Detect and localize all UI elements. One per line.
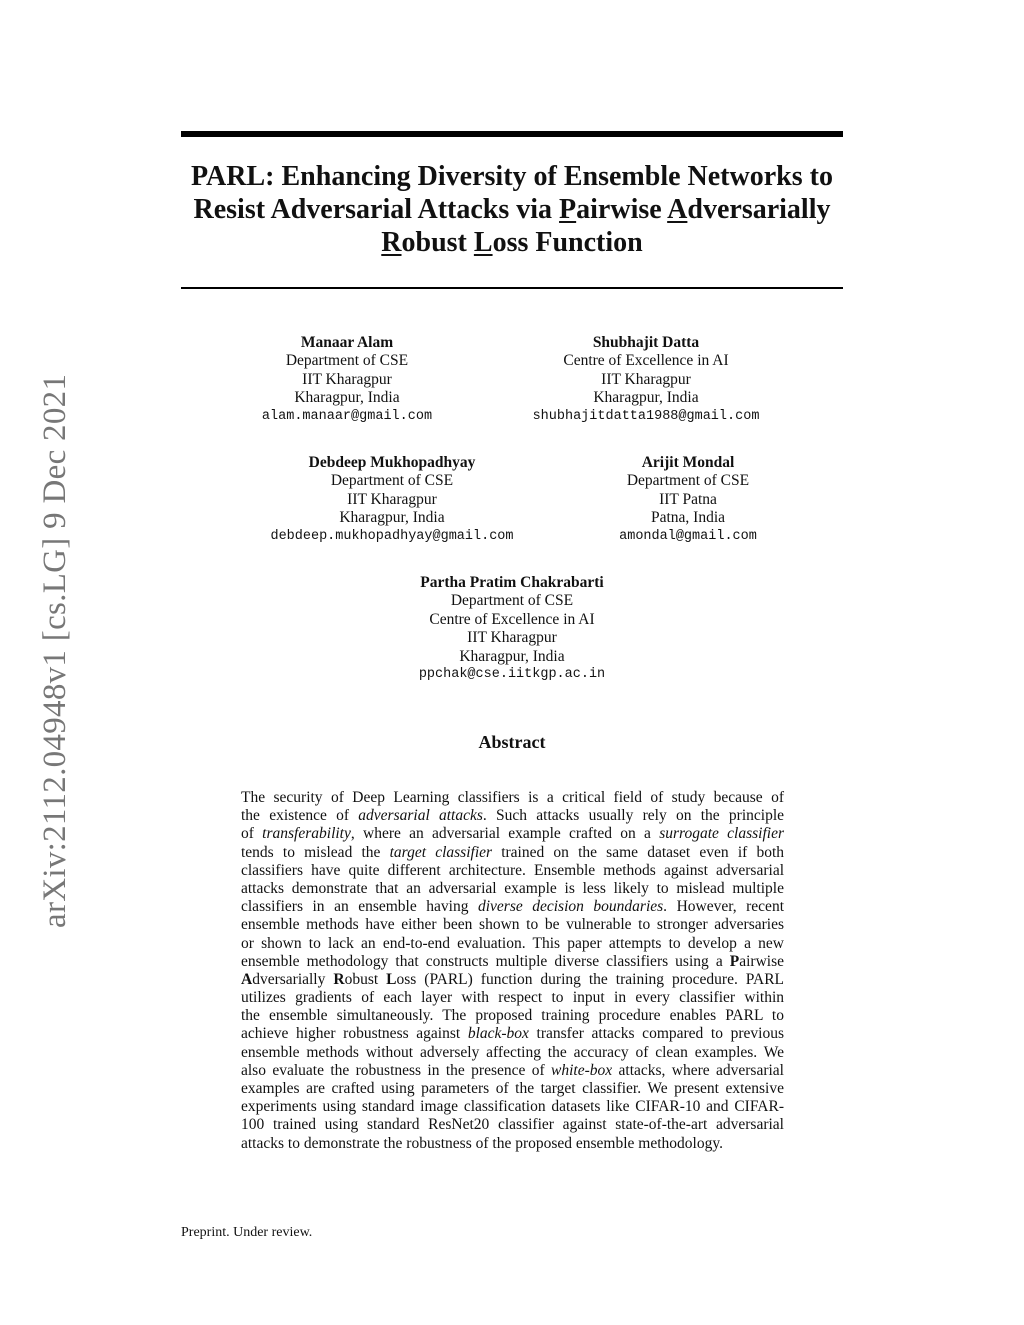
author-affiliation: Kharagpur, India (459, 647, 565, 665)
author-affiliation: Kharagpur, India (294, 389, 400, 407)
title-bottom-rule (181, 287, 843, 289)
author-block-2 (516, 334, 776, 426)
abstract-heading: Abstract (478, 732, 546, 752)
author-affiliation: IIT Kharagpur (601, 370, 691, 388)
author-affiliation: Patna, India (650, 509, 726, 527)
author-block-5 (392, 574, 632, 684)
title-line-2: Resist Adversarial Attacks via Pairwise Adversarially (193, 194, 831, 225)
abstract-line: attacks to demonstrate the robustness of the proposed ensemble methodology. (241, 1134, 723, 1152)
author-name: Arijit Mondal (641, 454, 735, 471)
abstract-line: or shown to lack an end-to-end evaluation. This paper attempts to develop a new (241, 934, 784, 952)
author-affiliation: Centre of Excellence in AI (429, 610, 595, 628)
author-affiliation: Centre of Excellence in AI (563, 352, 729, 370)
abstract-line: also evaluate the robustness in the presence of white-box attacks, where adversarial (241, 1061, 784, 1079)
author-affiliation: Kharagpur, India (593, 389, 699, 407)
abstract-line: utilizes gradients of each layer with respect to input in every classifier within (241, 989, 784, 1007)
abstract-line: ensemble methodology that constructs multiple diverse classifiers using a Pairwise (241, 952, 784, 970)
author-block-1 (247, 334, 447, 426)
author-block-3 (252, 454, 532, 546)
abstract-line: Adversarially Robust Loss (PARL) function during the training procedure. PARL (241, 970, 785, 988)
author-email[interactable]: debdeep.mukhopadhyay@gmail.com (270, 528, 514, 544)
author-email[interactable]: shubhajitdatta1988@gmail.com (532, 408, 760, 424)
author-name: Shubhajit Datta (592, 334, 700, 351)
title-line-1: PARL: Enhancing Diversity of Ensemble Networks to (191, 161, 833, 192)
abstract-line: examples are crafted using parameters of the target classifier. We present extensive (241, 1080, 784, 1097)
author-affiliation: IIT Kharagpur (347, 490, 437, 508)
abstract-line: ensemble methods without adversely affecting the accuracy of clean examples. We (241, 1043, 784, 1061)
author-affiliation: IIT Kharagpur (302, 370, 392, 388)
paper-title (160, 160, 864, 259)
author-affiliation: Department of CSE (626, 472, 750, 490)
title-top-rule (181, 131, 843, 137)
abstract-line: of transferability, where an adversarial example crafted on a surrogate classifier (241, 825, 784, 843)
preprint-footer: Preprint. Under review. (181, 1225, 313, 1240)
author-affiliation: IIT Patna (659, 490, 717, 508)
author-name: Debdeep Mukhopadhyay (308, 454, 476, 471)
author-email[interactable]: alam.manaar@gmail.com (261, 408, 433, 424)
author-affiliation: Kharagpur, India (339, 509, 445, 527)
author-email[interactable]: ppchak@cse.iitkgp.ac.in (418, 667, 606, 683)
abstract-body (241, 789, 784, 1153)
abstract-line: tends to mislead the target classifier trained on the same dataset even if both (241, 843, 785, 861)
author-affiliation: Department of CSE (285, 352, 409, 370)
abstract-line: ensemble methods have either been shown to be vulnerable to stronger adversaries (241, 916, 784, 934)
abstract-line: classifiers in an ensemble having diverse decision boundaries. However, recent (241, 898, 784, 916)
author-name: Manaar Alam (300, 334, 394, 351)
abstract-line: classifiers have quite different architecture. Ensemble methods against adversarial (241, 861, 784, 879)
arxiv-sidebar-stamp: arXiv:2112.04948v1 [cs.LG] 9 Dec 2021 (37, 373, 73, 928)
author-name: Partha Pratim Chakrabarti (420, 574, 604, 591)
abstract-line: the existence of adversarial attacks. Such attacks usually rely on the principle (241, 807, 785, 825)
author-affiliation: Department of CSE (450, 592, 574, 610)
abstract-line: the ensemble simultaneously. The proposed training procedure enables PARL to (241, 1007, 784, 1025)
author-email[interactable]: amondal@gmail.com (619, 528, 757, 544)
title-line-3: Robust Loss Function (381, 227, 643, 258)
author-affiliation: Department of CSE (330, 472, 454, 490)
abstract-line: attacks demonstrate that an adversarial example is less likely to mislead multiple (241, 879, 784, 897)
abstract-line: 100 trained using standard ResNet20 classifier against state-of-the-art adversarial (241, 1116, 784, 1134)
abstract-line: experiments using standard image classification datasets like CIFAR-10 and CIFAR- (241, 1098, 784, 1116)
abstract-line: The security of Deep Learning classifiers is a critical field of study because of (241, 789, 784, 806)
author-affiliation: IIT Kharagpur (467, 629, 557, 647)
abstract-line: achieve higher robustness against black-box transfer attacks compared to previous (241, 1025, 784, 1043)
author-block-4 (598, 454, 778, 546)
